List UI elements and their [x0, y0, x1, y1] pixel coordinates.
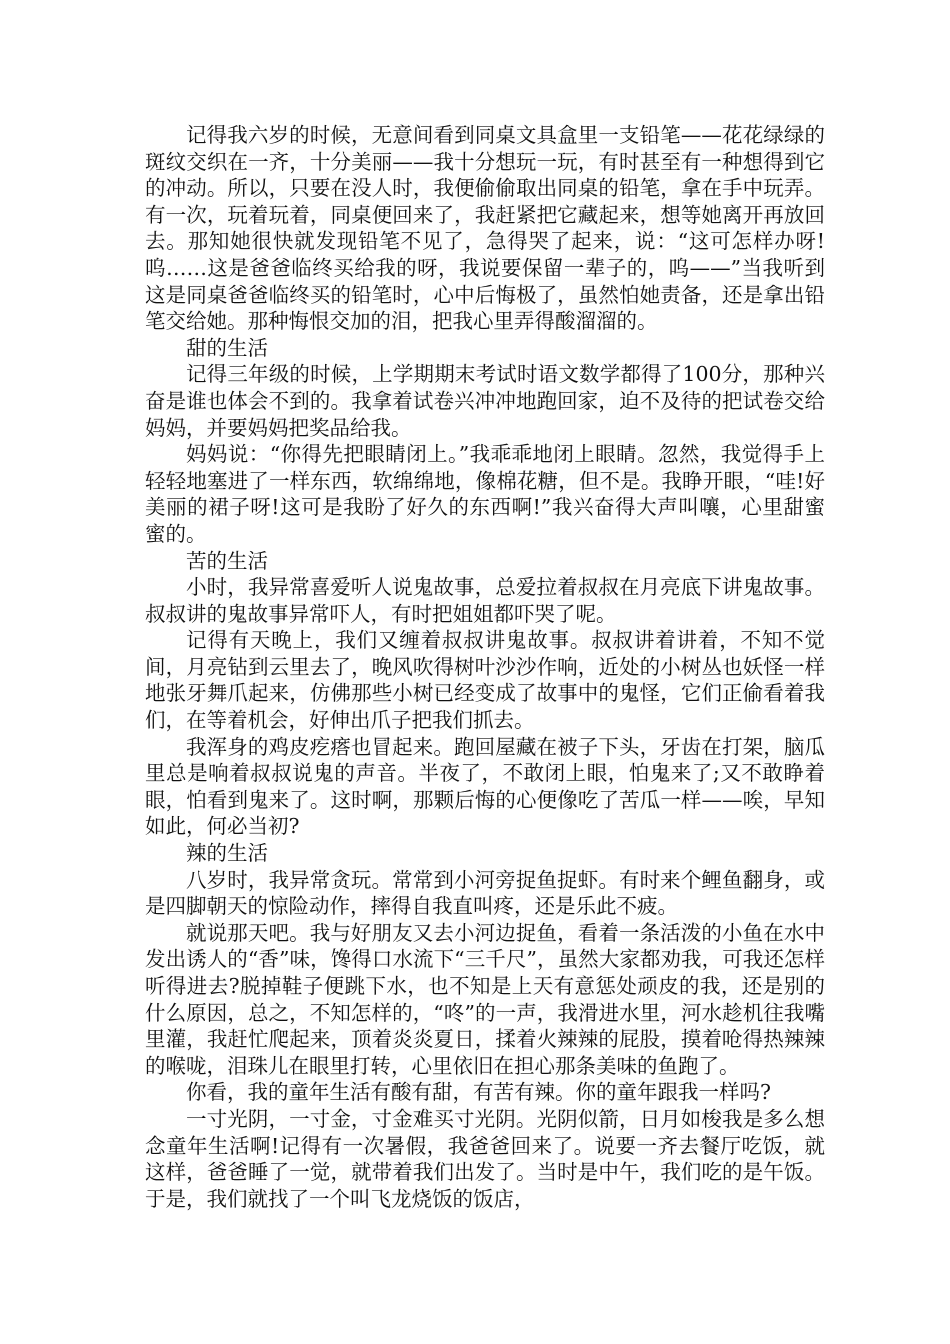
document-page — [145, 122, 825, 1212]
paragraph-scary-night: 记得有天晚上，我们又缠着叔叔讲鬼故事。叔叔讲着讲着，不知不觉间，月亮钻到云里去了，晚风吹得树叶沙沙作响，近处的小树丛也妖怪一样地张牙舞爪起来，仿佛那些小树已经变成了故事中的鬼怪，它们正偷看着我们，在等着机会，好伸出爪子把我们抓去。 — [145, 628, 825, 733]
paragraph-time-proverb: 一寸光阴，一寸金，寸金难买寸光阴。光阴似箭，日月如梭我是多么想念童年生活啊!记得有一次暑假，我爸爸回来了。说要一齐去餐厅吃饭，就这样，爸爸睡了一觉，就带着我们出发了。当时是中午，我们吃的是午饭。于是，我们就找了一个叫飞龙烧饭的饭店， — [145, 1106, 825, 1211]
paragraph-river-fall: 就说那天吧。我与好朋友又去小河边捉鱼，看着一条活泼的小鱼在水中发出诱人的“香”味，馋得口水流下“三千尺”，虽然大家都劝我，可我还怎样听得进去?脱掉鞋子便跳下水，也不知是上天有意惩处顽皮的我，还是别的什么原因，总之，不知怎样的，“咚”的一声，我滑进水里，河水趁机往我嘴里灌，我赶忙爬起来，顶着炎炎夏日，揉着火辣辣的屁股，摸着呛得热辣辣的喉咙，泪珠儿在眼里打转，心里依旧在担心那条美味的鱼跑了。 — [145, 920, 825, 1078]
paragraph-ghost-stories: 小时，我异常喜爱听人说鬼故事，总爱拉着叔叔在月亮底下讲鬼故事。叔叔讲的鬼故事异常吓人，有时把姐姐都吓哭了呢。 — [145, 575, 825, 626]
paragraph-playful: 八岁时，我异常贪玩。常常到小河旁捉鱼捉虾。有时来个鲤鱼翻身，或是四脚朝天的惊险动作，摔得自我直叫疼，还是乐此不疲。 — [145, 867, 825, 919]
heading-sweet-life: 甜的生活 — [186, 335, 268, 360]
paragraph-pencil-story: 记得我六岁的时候，无意间看到同桌文具盒里一支铅笔——花花绿绿的斑纹交织在一齐，十分美丽——我十分想玩一玩，有时甚至有一种想得到它的冲动。所以，只要在没人时，我便偷偷取出同桌的铅笔，拿在手中玩弄。有一次，玩着玩着，同桌便回来了，我赶紧把它藏起来，想等她离开再放回去。那知她很快就发现铅笔不见了，急得哭了起来，说：“这可怎样办呀!呜……这是爸爸临终买给我的呀，我说要保留一辈子的，呜——”当我听到这是同桌爸爸临终买的铅笔时，心中后悔极了，虽然怕她责备，还是拿出铅笔交给她。那种悔恨交加的泪，把我心里弄得酸溜溜的。 — [145, 123, 825, 334]
paragraph-gift-skirt: 妈妈说：“你得先把眼睛闭上。”我乖乖地闭上眼睛。忽然，我觉得手上轻轻地塞进了一样东西，软绵绵地，像棉花糖，但不是。我睁开眼，“哇!好美丽的裙子呀!这可是我盼了好久的东西啊!”我兴奋得大声叫嚷，心里甜蜜蜜的。 — [145, 442, 825, 546]
heading-spicy-life: 辣的生活 — [186, 841, 268, 866]
heading-bitter-life: 苦的生活 — [186, 548, 268, 573]
paragraph-regret: 我浑身的鸡皮疙瘩也冒起来。跑回屋藏在被子下头，牙齿在打架，脑瓜里总是响着叔叔说鬼的声音。半夜了，不敢闭上眼，怕鬼来了;又不敢睁着眼，怕看到鬼来了。这时啊，那颗后悔的心便像吃了苦瓜一样——唉，早知如此，何必当初? — [145, 734, 825, 839]
paragraph-exam-score: 记得三年级的时候，上学期期末考试时语文数学都得了100分，那种兴奋是谁也体会不到的。我拿着试卷兴冲冲地跑回家，迫不及待的把试卷交给妈妈，并要妈妈把奖品给我。 — [145, 362, 825, 440]
paragraph-summary-question: 你看，我的童年生活有酸有甜，有苦有辣。你的童年跟我一样吗? — [186, 1080, 771, 1105]
